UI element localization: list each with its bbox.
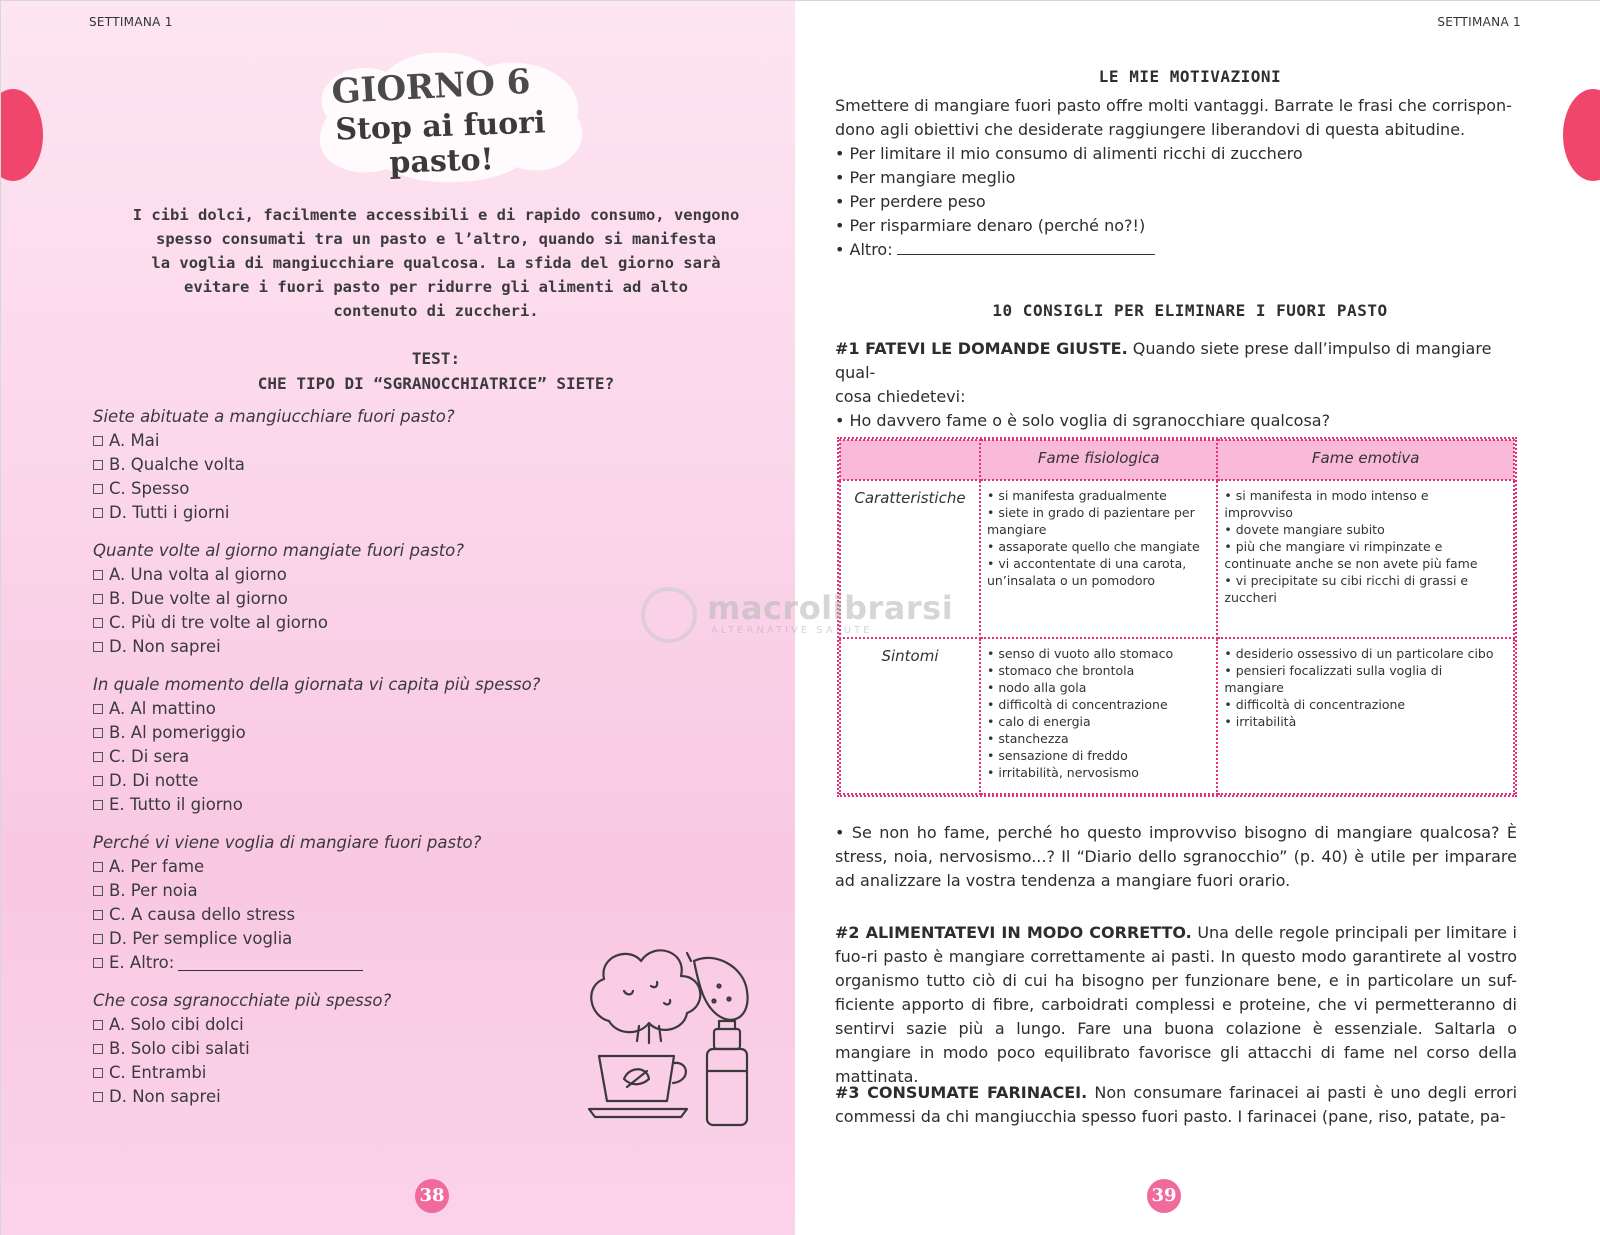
cell-line: mangiare (1224, 680, 1284, 695)
write-in-line[interactable] (178, 955, 363, 971)
checkbox-icon[interactable] (93, 642, 103, 652)
option-label: C. Di sera (109, 747, 190, 766)
motivations-intro: Smettere di mangiare fuori pasto offre molti vantaggi. Barrate le frasi che corrispon- (835, 96, 1512, 115)
tip-text: cosa chiedetevi: (835, 387, 966, 406)
cell-line: • vi precipitate su cibi ricchi di grassi e (1224, 573, 1469, 588)
checkbox-icon[interactable] (93, 728, 103, 738)
checkbox-icon[interactable] (93, 1092, 103, 1102)
table-cell (980, 638, 1217, 794)
checkbox-icon[interactable] (93, 594, 103, 604)
cell-line: • difficoltà di concentrazione (987, 697, 1168, 712)
page-number-left: 38 (415, 1179, 449, 1213)
watermark-text: macrolibrarsi (707, 589, 954, 627)
option-label: A. Per fame (109, 857, 205, 876)
cell-line: • irritabilità (1224, 714, 1297, 729)
tip-text: Quando siete prese dall’impulso di mangiare qual- (835, 339, 1492, 382)
option-label: A. Mai (109, 431, 160, 450)
test-title (201, 346, 671, 396)
option-label: B. Solo cibi salati (109, 1039, 250, 1058)
quiz-option[interactable] (93, 879, 653, 903)
cell-line: • stomaco che brontola (987, 663, 1135, 678)
option-label: D. Non saprei (109, 637, 221, 656)
option-label: C. Spesso (109, 479, 190, 498)
quiz-option[interactable] (93, 697, 653, 721)
checkbox-icon[interactable] (93, 484, 103, 494)
tips-title: 10 CONSIGLI PER ELIMINARE I FUORI PASTO (992, 301, 1388, 320)
quiz-option[interactable] (93, 587, 653, 611)
checkbox-icon[interactable] (93, 1068, 103, 1078)
tip-1 (835, 337, 1517, 433)
motivations-title: LE MIE MOTIVAZIONI (1098, 67, 1282, 86)
quiz-option[interactable] (93, 855, 653, 879)
quiz-question: Quante volte al giorno mangiate fuori pasto? (93, 541, 465, 560)
option-label: C. Più di tre volte al giorno (109, 613, 328, 632)
cell-line: zuccheri (1224, 590, 1277, 605)
intro-line: I cibi dolci, facilmente accessibili e di rapido consumo, vengono (132, 206, 740, 224)
table-row-label: Caratteristiche (840, 480, 980, 638)
checkbox-icon[interactable] (93, 436, 103, 446)
cell-line: • nodo alla gola (987, 680, 1087, 695)
option-label: D. Per semplice voglia (109, 929, 293, 948)
tip-2 (835, 921, 1517, 1089)
checkbox-icon[interactable] (93, 570, 103, 580)
cell-line: • difficoltà di concentrazione (1224, 697, 1406, 712)
watermark-circle-icon (641, 587, 697, 643)
chapter-tab-marker (1563, 89, 1600, 181)
quiz-question: Siete abituate a mangiucchiare fuori pasto? (93, 407, 455, 426)
option-label: E. Altro: (109, 953, 175, 972)
motivation-item[interactable]: • Per limitare il mio consumo di alimenti ricchi di zucchero (835, 144, 1303, 163)
tip-heading: #3 CONSUMATE FARINACEI. (835, 1083, 1088, 1102)
cell-line: improvviso (1224, 505, 1293, 520)
test-title-line: CHE TIPO DI “SGRANOCCHIATRICE” SIETE? (257, 374, 615, 393)
quiz-option[interactable] (93, 745, 653, 769)
checkbox-icon[interactable] (93, 910, 103, 920)
option-label: C. Entrambi (109, 1063, 207, 1082)
quiz-option[interactable] (93, 635, 653, 659)
table-header-emotional: Fame emotiva (1217, 440, 1514, 480)
quiz-option[interactable] (93, 793, 653, 817)
motivations-section (835, 94, 1517, 262)
write-in-line[interactable] (897, 241, 1155, 255)
cell-line: • si manifesta gradualmente (987, 488, 1167, 503)
table-cell (1217, 480, 1514, 638)
checkbox-icon[interactable] (93, 862, 103, 872)
option-label: D. Di notte (109, 771, 199, 790)
chapter-tab-marker (1, 89, 43, 181)
option-label: C. A causa dello stress (109, 905, 296, 924)
quiz-question: Che cosa sgranocchiate più spesso? (93, 991, 392, 1010)
checkbox-icon[interactable] (93, 934, 103, 944)
cell-line: • sensazione di freddo (987, 748, 1128, 763)
option-label: A. Solo cibi dolci (109, 1015, 244, 1034)
motivation-item[interactable]: • Per risparmiare denaro (perché no?!) (835, 216, 1146, 235)
other-label: • Altro: (835, 240, 893, 259)
checkbox-icon[interactable] (93, 958, 103, 968)
intro-line: contenuto di zuccheri. (333, 302, 539, 320)
cell-line: • assaporate quello che mangiate (987, 539, 1200, 554)
quiz-option[interactable] (93, 769, 653, 793)
quiz-option[interactable] (93, 501, 653, 525)
test-title-line: TEST: (411, 349, 461, 368)
quiz-question: Perché vi viene voglia di mangiare fuori pasto? (93, 833, 482, 852)
table-header-physiological: Fame fisiologica (980, 440, 1217, 480)
tip-bullet: • Ho davvero fame o è solo voglia di sgranocchiare qualcosa? (835, 411, 1331, 430)
quiz-question-block (93, 673, 653, 817)
checkbox-icon[interactable] (93, 704, 103, 714)
cell-line: mangiare (987, 522, 1047, 537)
quiz-option[interactable] (93, 563, 653, 587)
running-head-right: SETTIMANA 1 (1437, 15, 1521, 29)
day-subtitle: Stop ai fuori pasto! (334, 105, 547, 181)
table-cell (1217, 638, 1514, 794)
checkbox-icon[interactable] (93, 776, 103, 786)
tip-text: Una delle regole principali per limitare i fuo-ri pasto è mangiare correttamente ai pasti. In questo modo garantirete al vostro organismo tutto ciò di cui ha bisogno per funzionare bene, e in particolare un suf-ficiente apporto di fibre, carboidrati complessi e proteine, che vi permetteranno di sentirvi sazie più a lungo. Fare una buona colazione è essenziale. Saltarla o mangiare in modo poco equilibrato favorisce gli attacchi di fame nel corso della mattinata. (835, 923, 1517, 1086)
checkbox-icon[interactable] (93, 460, 103, 470)
quiz-option[interactable] (93, 477, 653, 501)
cell-line: • desiderio ossessivo di un particolare cibo (1224, 646, 1494, 661)
cell-line: • siete in grado di pazientare per (987, 505, 1195, 520)
cell-line: • si manifesta in modo intenso e (1224, 488, 1429, 503)
option-label: A. Una volta al giorno (109, 565, 287, 584)
tip-3 (835, 1081, 1517, 1129)
motivation-item[interactable]: • Per mangiare meglio (835, 168, 1016, 187)
after-table-paragraph: • Se non ho fame, perché ho questo improvviso bisogno di mangiare qualcosa? È stress, noia, nervosismo...? Il “Diario dello sgranocchio” (p. 40) è utile per imparare ad analizzare la vostra tendenza a mangiare fuori orario. (835, 823, 1517, 890)
option-label: D. Tutti i giorni (109, 503, 230, 522)
quiz-option[interactable] (93, 903, 653, 927)
option-label: B. Due volte al giorno (109, 589, 288, 608)
running-head-left: SETTIMANA 1 (89, 15, 173, 29)
watermark-logo (641, 587, 971, 647)
cell-line: • vi accontentate di una carota, (987, 556, 1187, 571)
checkbox-icon[interactable] (93, 508, 103, 518)
motivations-intro: dono agli obiettivi che desiderate raggiungere liberandovi di questa abitudine. (835, 120, 1466, 139)
motivation-item[interactable]: • Per perdere peso (835, 192, 986, 211)
option-label: B. Al pomeriggio (109, 723, 246, 742)
tip-heading: #1 FATEVI LE DOMANDE GIUSTE. (835, 339, 1128, 358)
quiz-option[interactable] (93, 429, 653, 453)
intro-line: evitare i fuori pasto per ridurre gli alimenti ad alto (184, 278, 688, 296)
tip-heading: #2 ALIMENTATEVI IN MODO CORRETTO. (835, 923, 1192, 942)
page-number-right: 39 (1147, 1179, 1181, 1213)
quiz-question-block (93, 405, 653, 525)
intro-paragraph (111, 203, 761, 323)
cell-line: • senso di vuoto allo stomaco (987, 646, 1174, 661)
cell-line: • stanchezza (987, 731, 1069, 746)
checkbox-icon[interactable] (93, 1044, 103, 1054)
option-label: A. Al mattino (109, 699, 216, 718)
table-cell (980, 480, 1217, 638)
checkbox-icon[interactable] (93, 752, 103, 762)
watermark-subtext: ALTERNATIVE SALUTE (711, 625, 873, 636)
cell-line: • calo di energia (987, 714, 1091, 729)
tip-text: Non consumare farinacei ai pasti è uno degli errori commessi da chi mangiucchia spesso fuori pasto. I farinacei (pane, riso, patate, pa- (835, 1083, 1518, 1126)
option-label: E. Tutto il giorno (109, 795, 243, 814)
day-title: GIORNO 6 (330, 61, 532, 113)
cell-line: • irritabilità, nervosismo (987, 765, 1139, 780)
cell-line: • pensieri focalizzati sulla voglia di (1224, 663, 1443, 678)
cell-line: continuate anche se non avete più fame (1224, 556, 1478, 571)
checkbox-icon[interactable] (93, 618, 103, 628)
motivation-item-other[interactable] (835, 238, 1517, 262)
intro-line: la voglia di mangiucchiare qualcosa. La sfida del giorno sarà (151, 254, 721, 272)
cell-line: un’insalata o un pomodoro (987, 573, 1155, 588)
snack-illustration-icon (569, 931, 769, 1131)
intro-line: spesso consumati tra un pasto e l’altro, quando si manifesta (156, 230, 716, 248)
cell-line: • dovete mangiare subito (1224, 522, 1385, 537)
table-row-label: Sintomi (840, 638, 980, 794)
quiz-question: In quale momento della giornata vi capita più spesso? (93, 675, 541, 694)
option-label: B. Qualche volta (109, 455, 245, 474)
checkbox-icon[interactable] (93, 800, 103, 810)
option-label: B. Per noia (109, 881, 198, 900)
quiz-option[interactable] (93, 721, 653, 745)
option-label: D. Non saprei (109, 1087, 221, 1106)
cell-line: • più che mangiare vi rimpinzate e (1224, 539, 1443, 554)
quiz-question-block (93, 539, 653, 659)
checkbox-icon[interactable] (93, 1020, 103, 1030)
table-corner-cell (840, 440, 980, 480)
quiz-option[interactable] (93, 611, 653, 635)
checkbox-icon[interactable] (93, 886, 103, 896)
quiz-option[interactable] (93, 453, 653, 477)
